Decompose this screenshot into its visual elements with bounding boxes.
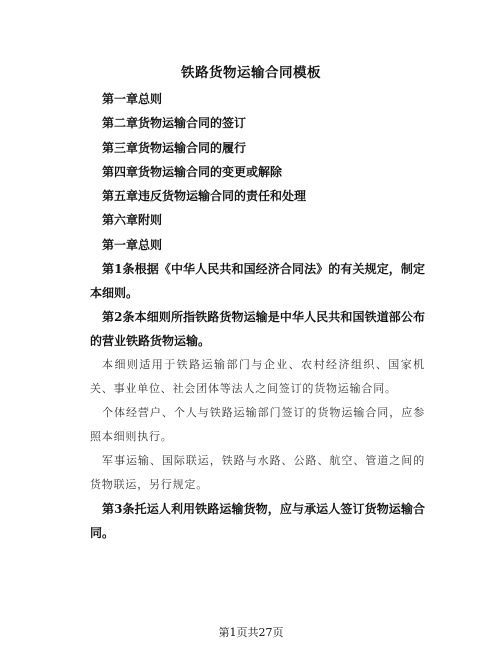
outline-item: 第四章货物运输合同的变更或解除 (102, 164, 283, 179)
outline-item: 第五章违反货物运输合同的责任和处理 (102, 189, 307, 204)
body-paragraph: 个体经营户、个人与铁路运输部门签订的货物运输合同，应参照本细则执行。 (90, 406, 425, 444)
document-title: 铁路货物运输合同模板 (181, 65, 321, 81)
outline-item: 第六章附则 (102, 213, 163, 228)
page-number: 第1页共27页 (218, 626, 284, 639)
article-paragraph: 第1条根据《中华人民共和国经济合同法》的有关规定，制定本细则。 (90, 262, 425, 301)
outline-item: 第一章总则 (102, 92, 163, 106)
article-paragraph: 第2条本细则所指铁路货物运输是中华人民共和国铁道部公布的营业铁路货物运输。 (90, 310, 425, 349)
chapter-heading: 第一章总则 (102, 237, 163, 252)
article-paragraph: 第3条托运人利用铁路运输货物，应与承运人签订货物运输合同。 (90, 502, 425, 541)
document-body (90, 87, 425, 545)
outline-item: 第三章货物运输合同的履行 (102, 140, 247, 155)
body-paragraph: 本细则适用于铁路运输部门与企业、农村经济组织、国家机关、事业单位、社会团体等法人之间签订的货物运输合同。 (90, 358, 425, 396)
outline-item: 第二章货物运输合同的签订 (102, 116, 247, 131)
body-paragraph: 军事运输、国际联运，铁路与水路、公路、航空、管道之间的货物联运，另行规定。 (90, 454, 425, 492)
